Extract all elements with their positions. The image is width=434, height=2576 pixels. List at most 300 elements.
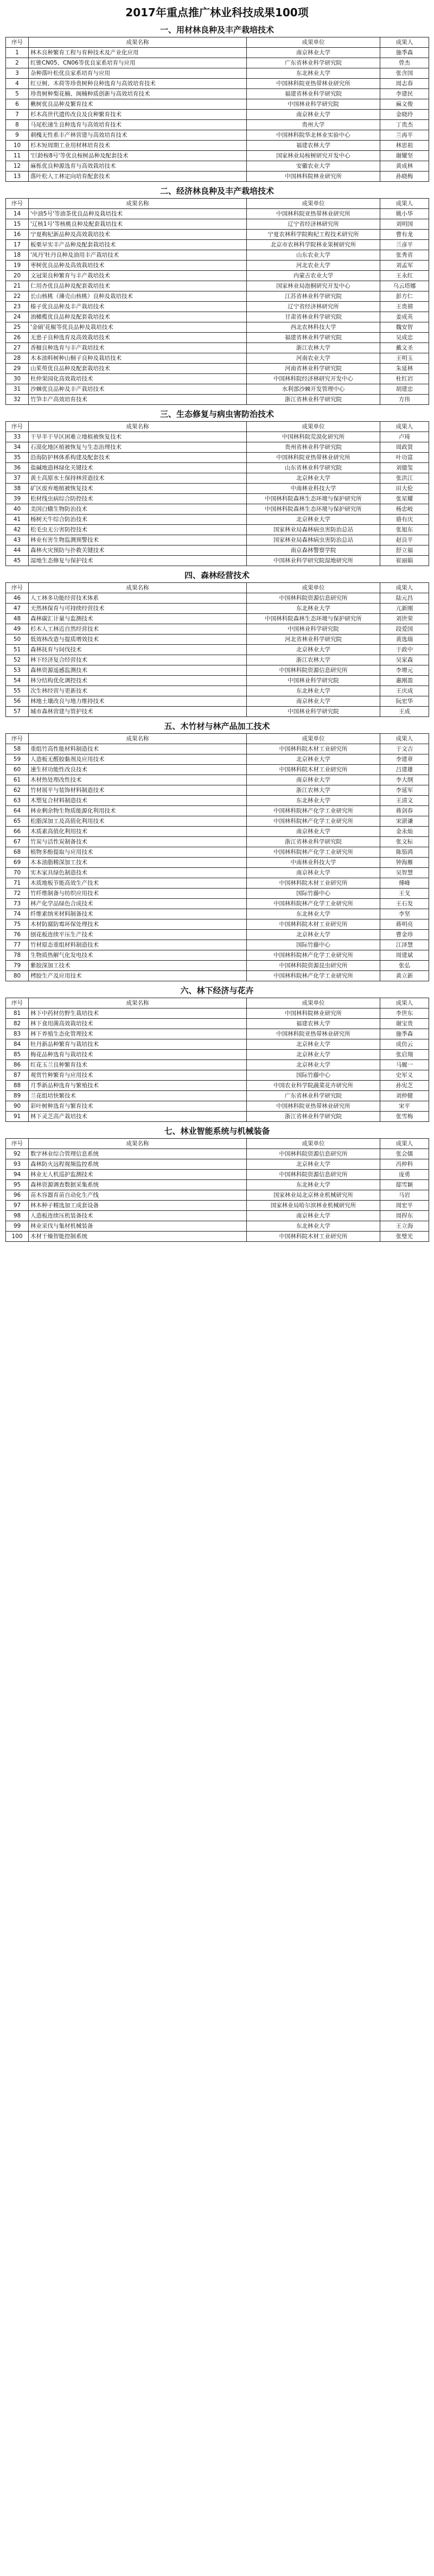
row-number: 90 xyxy=(6,1101,29,1112)
row-number: 99 xyxy=(6,1221,29,1232)
achievement-name: 红豆树、木荷等珍贵树种良种选育与高效培育技术 xyxy=(29,79,247,89)
achievement-name: '巨龄桉8号'等优良桉树品种及配套技术 xyxy=(29,151,247,161)
achievement-unit: 中国林科院木材工业研究所 xyxy=(247,919,380,930)
section-title: 三、生态修复与病虫害防治技术 xyxy=(159,409,274,419)
table-row xyxy=(6,868,429,878)
achievement-person: 李延军 xyxy=(380,785,429,796)
row-number: 65 xyxy=(6,816,29,827)
achievement-name: 次生林经营与更新技术 xyxy=(29,686,247,696)
achievement-unit: 中国林科院木材工业研究所 xyxy=(247,1232,380,1242)
achievement-name: 人造板连续压机装备技术 xyxy=(29,1211,247,1221)
achievement-unit: 北京林业大学 xyxy=(247,1060,380,1070)
achievement-person: 周志春 xyxy=(380,79,429,89)
column-header-name: 成果名称 xyxy=(29,1139,247,1149)
achievement-name: 木材防腐防霉环保处理技术 xyxy=(29,919,247,930)
table-row xyxy=(6,219,429,230)
achievement-unit: 广东省林业科学研究院 xyxy=(247,1091,380,1101)
table-row xyxy=(6,68,429,79)
achievement-unit: 山东农业大学 xyxy=(247,250,380,261)
achievement-person: 王清文 xyxy=(380,796,429,806)
row-number: 49 xyxy=(6,624,29,635)
achievement-unit: 浙江省林业科学研究院 xyxy=(247,1112,380,1122)
achievement-name: 湿地生态修复与保护技术 xyxy=(29,556,247,566)
column-header-no: 序号 xyxy=(6,583,29,593)
achievement-person: 魏安智 xyxy=(380,322,429,333)
table-header-row xyxy=(6,422,429,432)
achievement-name: 楸树优良品种及繁育技术 xyxy=(29,99,247,110)
achievement-person: 陈笳鸿 xyxy=(380,847,429,858)
achievement-name: 牡丹新品种繁育与栽培技术 xyxy=(29,1039,247,1050)
table-row xyxy=(6,604,429,614)
achievement-person: 史军义 xyxy=(380,1070,429,1081)
achievement-person: 吴家森 xyxy=(380,655,429,665)
achievement-person: 田大伦 xyxy=(380,484,429,494)
row-number: 40 xyxy=(6,504,29,515)
achievement-person: 戴文圣 xyxy=(380,343,429,353)
achievement-name: 林地土壤改良与地力维持技术 xyxy=(29,696,247,707)
section-title: 六、林下经济与花卉 xyxy=(180,986,254,995)
table-row xyxy=(6,395,429,405)
achievement-person: 施季森 xyxy=(380,1029,429,1039)
achievement-person: 李大纲 xyxy=(380,775,429,785)
section-title: 五、木竹材与林产品加工技术 xyxy=(164,721,270,731)
table-row xyxy=(6,827,429,837)
achievement-name: 林业采伐与集材机械装备 xyxy=(29,1221,247,1232)
achievement-unit: 福建农林大学 xyxy=(247,141,380,151)
achievement-unit: 广东省林业科学研究院 xyxy=(247,58,380,68)
achievement-name: 麻栎优良种源选育与高效栽培技术 xyxy=(29,161,247,172)
achievement-name: 天然林保育与可持续经营技术 xyxy=(29,604,247,614)
achievement-name: 森林火灾预防与扑救关键技术 xyxy=(29,545,247,556)
table-row xyxy=(6,504,429,515)
achievement-person: 王庆成 xyxy=(380,686,429,696)
table-row xyxy=(6,535,429,545)
table-row xyxy=(6,1149,429,1159)
row-number: 89 xyxy=(6,1091,29,1101)
row-number: 87 xyxy=(6,1070,29,1081)
achievement-name: 红锥CN05、CN06等优良家系培育与应用 xyxy=(29,58,247,68)
achievement-unit: 贵州省林业科学研究院 xyxy=(247,442,380,453)
achievement-name: 彩叶树种选育与繁育技术 xyxy=(29,1101,247,1112)
row-number: 23 xyxy=(6,302,29,312)
achievement-person: 李建民 xyxy=(380,89,429,99)
row-number: 16 xyxy=(6,230,29,240)
achievement-name: 林木良种繁育工程与育种技术及产业化应用 xyxy=(29,48,247,58)
achievement-name: 木塑复合材料制造技术 xyxy=(29,796,247,806)
achievement-unit: 东北林业大学 xyxy=(247,1180,380,1190)
achievement-person: 宋湛谦 xyxy=(380,816,429,827)
achievement-unit: 宁夏农林科学院枸杞工程技术研究所 xyxy=(247,230,380,240)
table-row xyxy=(6,120,429,130)
row-number: 45 xyxy=(6,556,29,566)
row-number: 93 xyxy=(6,1159,29,1170)
row-number: 63 xyxy=(6,796,29,806)
achievement-unit: 国家林业局泡桐研究开发中心 xyxy=(247,281,380,291)
achievement-person: 王成 xyxy=(380,707,429,717)
row-number: 25 xyxy=(6,322,29,333)
achievement-person: 胡建忠 xyxy=(380,384,429,395)
achievement-unit: 中国林科院木材工业研究所 xyxy=(247,878,380,889)
achievement-unit: 南京林业大学 xyxy=(247,827,380,837)
achievement-unit: 中国林科院林业研究所 xyxy=(247,1008,380,1019)
table-row xyxy=(6,1159,429,1170)
achievement-person: 周建斌 xyxy=(380,950,429,961)
achievement-person: 马岩 xyxy=(380,1190,429,1201)
achievement-unit: 河北农业大学 xyxy=(247,261,380,271)
row-number: 42 xyxy=(6,525,29,535)
achievement-person: 张璧光 xyxy=(380,1232,429,1242)
achievement-person: 段爱国 xyxy=(380,624,429,635)
achievement-person: 孙晓梅 xyxy=(380,172,429,182)
row-number: 32 xyxy=(6,395,29,405)
table-row xyxy=(6,353,429,364)
row-number: 18 xyxy=(6,250,29,261)
achievement-person: 舒立福 xyxy=(380,545,429,556)
achievement-name: 沙棘优良品种及丰产栽培技术 xyxy=(29,384,247,395)
column-header-person: 成果人 xyxy=(380,583,429,593)
achievement-unit: 甘肃省林业科学研究院 xyxy=(247,312,380,322)
row-number: 35 xyxy=(6,453,29,463)
achievement-name: 无患子良种选育及高效栽培技术 xyxy=(29,333,247,343)
table-row xyxy=(6,291,429,302)
row-number: 37 xyxy=(6,473,29,484)
achievement-unit: 河南省林业科学研究院 xyxy=(247,364,380,374)
table-row xyxy=(6,1081,429,1091)
column-header-name: 成果名称 xyxy=(29,734,247,744)
row-number: 53 xyxy=(6,665,29,676)
table-row xyxy=(6,785,429,796)
table-row xyxy=(6,676,429,686)
table-row xyxy=(6,484,429,494)
table-row xyxy=(6,453,429,463)
achievement-person: 方伟 xyxy=(380,395,429,405)
achievement-unit: 中国林科院资源昆虫研究所 xyxy=(247,961,380,971)
table-row xyxy=(6,696,429,707)
table-row xyxy=(6,250,429,261)
achievement-unit: 北京林业大学 xyxy=(247,515,380,525)
achievement-unit: 中南林业科技大学 xyxy=(247,858,380,868)
achievement-unit: 北京市农林科学院林业果树研究所 xyxy=(247,240,380,250)
achievement-unit: 中国林科院资源信息研究所 xyxy=(247,593,380,604)
achievements-table xyxy=(5,998,429,1122)
achievement-name: 栲胶生产及应用技术 xyxy=(29,971,247,981)
achievement-person: 李坚 xyxy=(380,909,429,919)
achievement-unit: 福建省林业科学研究院 xyxy=(247,333,380,343)
achievements-table xyxy=(5,37,429,182)
table-row xyxy=(6,99,429,110)
achievement-unit: 北京林业大学 xyxy=(247,473,380,484)
achievement-person: 朱延林 xyxy=(380,364,429,374)
table-row xyxy=(6,79,429,89)
achievement-person: 邸雪颖 xyxy=(380,1180,429,1190)
achievement-name: 城市森林营建与管护技术 xyxy=(29,707,247,717)
achievement-person: 王立海 xyxy=(380,1221,429,1232)
row-number: 76 xyxy=(6,930,29,940)
achievement-name: 文冠果良种繁育与丰产栽培技术 xyxy=(29,271,247,281)
row-number: 74 xyxy=(6,909,29,919)
achievement-person: 吕建雄 xyxy=(380,765,429,775)
table-row xyxy=(6,1050,429,1060)
table-row xyxy=(6,1170,429,1180)
achievement-person: 曾杰 xyxy=(380,58,429,68)
column-header-no: 序号 xyxy=(6,37,29,48)
achievement-name: 沿海防护林体系构建及配套技术 xyxy=(29,453,247,463)
achievement-name: 森林碳汇计量与监测技术 xyxy=(29,614,247,624)
row-number: 77 xyxy=(6,940,29,950)
row-number: 88 xyxy=(6,1081,29,1091)
achievement-person: 张洪江 xyxy=(380,473,429,484)
row-number: 83 xyxy=(6,1029,29,1039)
achievement-unit: 中国林科院经济林研究开发中心 xyxy=(247,374,380,384)
achievement-name: 红花玉兰良种繁育技术 xyxy=(29,1060,247,1070)
table-row xyxy=(6,130,429,141)
table-row xyxy=(6,281,429,291)
row-number: 73 xyxy=(6,899,29,909)
row-number: 34 xyxy=(6,442,29,453)
achievement-name: '金硕'花椒等优良品种及栽培技术 xyxy=(29,322,247,333)
row-number: 7 xyxy=(6,110,29,120)
achievement-unit: 中国林科院林产化学工业研究所 xyxy=(247,847,380,858)
achievement-name: 山茱萸优良品种及配套栽培技术 xyxy=(29,364,247,374)
row-number: 36 xyxy=(6,463,29,473)
achievement-unit: 中国林科院荒漠化研究所 xyxy=(247,432,380,442)
row-number: 79 xyxy=(6,961,29,971)
row-number: 68 xyxy=(6,847,29,858)
column-header-name: 成果名称 xyxy=(29,199,247,209)
achievement-unit: 南京林业大学 xyxy=(247,48,380,58)
table-row xyxy=(6,950,429,961)
column-header-person: 成果人 xyxy=(380,37,429,48)
table-row xyxy=(6,1211,429,1221)
row-number: 44 xyxy=(6,545,29,556)
achievement-unit: 中国林科院亚热带林业研究所 xyxy=(247,1101,380,1112)
row-number: 14 xyxy=(6,209,29,219)
achievement-person: 阮宏华 xyxy=(380,696,429,707)
achievement-name: 林下养殖生态化管理技术 xyxy=(29,1029,247,1039)
column-header-name: 成果名称 xyxy=(29,583,247,593)
achievement-name: 竹纤维制备与纺织应用技术 xyxy=(29,889,247,899)
table-row xyxy=(6,58,429,68)
table-row xyxy=(6,1039,429,1050)
row-number: 15 xyxy=(6,219,29,230)
achievement-name: 松材线虫病综合防控技术 xyxy=(29,494,247,504)
row-number: 96 xyxy=(6,1190,29,1201)
achievement-unit: 国际竹藤中心 xyxy=(247,940,380,950)
column-header-person: 成果人 xyxy=(380,422,429,432)
row-number: 11 xyxy=(6,151,29,161)
achievement-unit: 浙江农林大学 xyxy=(247,343,380,353)
achievement-name: 竹材原态重组材料制造技术 xyxy=(29,940,247,950)
row-number: 64 xyxy=(6,806,29,816)
achievement-person: 王戈 xyxy=(380,889,429,899)
table-header-row xyxy=(6,37,429,48)
table-row xyxy=(6,1101,429,1112)
achievement-name: 竹笋丰产高效培育技术 xyxy=(29,395,247,405)
column-header-unit: 成果单位 xyxy=(247,422,380,432)
achievement-name: 杂种落叶松优良家系培育与应用 xyxy=(29,68,247,79)
table-row xyxy=(6,971,429,981)
table-row xyxy=(6,384,429,395)
achievement-unit: 北京林业大学 xyxy=(247,754,380,765)
achievement-unit: 水利部沙棘开发管理中心 xyxy=(247,384,380,395)
achievement-name: 实木家具绿色制造技术 xyxy=(29,868,247,878)
column-header-person: 成果人 xyxy=(380,199,429,209)
achievement-unit: 中国林科院木材工业研究所 xyxy=(247,744,380,754)
row-number: 29 xyxy=(6,364,29,374)
achievement-unit: 东北林业大学 xyxy=(247,909,380,919)
table-row xyxy=(6,614,429,624)
achievement-person: 孙宪芝 xyxy=(380,1081,429,1091)
table-row xyxy=(6,271,429,281)
achievement-name: 长山核桃（薄壳山核桃）良种及栽培技术 xyxy=(29,291,247,302)
achievement-person: 王石发 xyxy=(380,899,429,909)
achievements-table xyxy=(5,582,429,717)
table-row xyxy=(6,635,429,645)
achievement-person: 周政贤 xyxy=(380,442,429,453)
row-number: 47 xyxy=(6,604,29,614)
table-row xyxy=(6,645,429,655)
table-row xyxy=(6,593,429,604)
table-row xyxy=(6,261,429,271)
achievement-unit: 河南农业大学 xyxy=(247,353,380,364)
achievement-unit: 国家林业局哈尔滨林业机械研究所 xyxy=(247,1201,380,1211)
sections-container xyxy=(5,24,429,1242)
achievement-unit: 中国林科院森林生态环境与保护研究所 xyxy=(247,504,380,515)
achievement-name: 月季新品种选育与繁殖技术 xyxy=(29,1081,247,1091)
table-row xyxy=(6,899,429,909)
table-row xyxy=(6,1180,429,1190)
achievement-person: 崔丽娟 xyxy=(380,556,429,566)
table-row xyxy=(6,240,429,250)
row-number: 9 xyxy=(6,130,29,141)
achievement-person: 张秀省 xyxy=(380,250,429,261)
achievement-unit: 福建农林大学 xyxy=(247,1019,380,1029)
achievement-unit: 国家林业局桉树研究开发中心 xyxy=(247,151,380,161)
achievement-person: 钟海雁 xyxy=(380,858,429,868)
achievement-person: 黄选瑞 xyxy=(380,635,429,645)
achievement-name: 石漠化地区植被恢复与生态治理技术 xyxy=(29,442,247,453)
achievement-person: 张星耀 xyxy=(380,494,429,504)
achievement-name: 林业剩余物生物质能源化利用技术 xyxy=(29,806,247,816)
achievement-unit: 南京林业大学 xyxy=(247,775,380,785)
row-number: 33 xyxy=(6,432,29,442)
achievement-unit: 中国林科院林产化学工业研究所 xyxy=(247,806,380,816)
row-number: 69 xyxy=(6,858,29,868)
column-header-unit: 成果单位 xyxy=(247,998,380,1008)
achievement-name: 林产化学品绿色合成技术 xyxy=(29,899,247,909)
achievement-person: 乌云塔娜 xyxy=(380,281,429,291)
achievement-person: 宋平 xyxy=(380,1101,429,1112)
column-header-unit: 成果单位 xyxy=(247,1139,380,1149)
achievement-name: 马尾松速生良种选育与高效培育技术 xyxy=(29,120,247,130)
achievement-person: 金晓玲 xyxy=(380,110,429,120)
row-number: 54 xyxy=(6,676,29,686)
achievement-person: 骆有庆 xyxy=(380,515,429,525)
achievement-name: 油橄榄优良品种及配套栽培技术 xyxy=(29,312,247,322)
achievement-person: 姜成英 xyxy=(380,312,429,322)
column-header-no: 序号 xyxy=(6,998,29,1008)
table-row xyxy=(6,686,429,696)
table-row xyxy=(6,919,429,930)
achievement-unit: 内蒙古农业大学 xyxy=(247,271,380,281)
table-row xyxy=(6,655,429,665)
row-number: 94 xyxy=(6,1170,29,1180)
row-number: 2 xyxy=(6,58,29,68)
achievement-unit: 辽宁省经济林研究所 xyxy=(247,219,380,230)
table-row xyxy=(6,889,429,899)
achievement-name: 生物质热解气化发电技术 xyxy=(29,950,247,961)
document-page xyxy=(5,0,429,1247)
column-header-name: 成果名称 xyxy=(29,422,247,432)
table-header-row xyxy=(6,734,429,744)
achievement-name: 木本油脂精深加工技术 xyxy=(29,858,247,868)
row-number: 31 xyxy=(6,384,29,395)
column-header-no: 序号 xyxy=(6,199,29,209)
achievement-name: '辽核1号'等核桃良种及配套栽培技术 xyxy=(29,219,247,230)
achievement-unit: 国际竹藤中心 xyxy=(247,889,380,899)
row-number: 75 xyxy=(6,919,29,930)
achievement-name: 林下灵芝高产栽培技术 xyxy=(29,1112,247,1122)
row-number: 82 xyxy=(6,1019,29,1029)
achievement-name: 林下食用菌高效栽培技术 xyxy=(29,1019,247,1029)
achievement-unit: 中国林科院森林生态环境与保护研究所 xyxy=(247,494,380,504)
achievement-unit: 中国林业科学研究院湿地研究所 xyxy=(247,556,380,566)
table-row xyxy=(6,312,429,322)
achievement-unit: 西北农林科技大学 xyxy=(247,322,380,333)
achievement-unit: 北京林业大学 xyxy=(247,1039,380,1050)
row-number: 41 xyxy=(6,515,29,525)
table-row xyxy=(6,556,429,566)
achievement-unit: 南京林业大学 xyxy=(247,868,380,878)
achievement-name: 杉木短周期工业用材林培育技术 xyxy=(29,141,247,151)
achievement-person: 谢耀坚 xyxy=(380,151,429,161)
table-row xyxy=(6,744,429,754)
table-row xyxy=(6,775,429,785)
row-number: 51 xyxy=(6,645,29,655)
achievement-name: 杉木高世代遗传改良及良种繁育技术 xyxy=(29,110,247,120)
table-row xyxy=(6,1019,429,1029)
row-number: 4 xyxy=(6,79,29,89)
achievement-person: 李建章 xyxy=(380,754,429,765)
section-title: 七、林业智能系统与机械装备 xyxy=(164,1126,270,1136)
column-header-person: 成果人 xyxy=(380,734,429,744)
achievement-person: 王永红 xyxy=(380,271,429,281)
achievement-person: 丁贵杰 xyxy=(380,120,429,130)
table-row xyxy=(6,909,429,919)
achievement-unit: 中国林业科学研究院 xyxy=(247,676,380,686)
achievement-name: 森林防火远程视频监控系统 xyxy=(29,1159,247,1170)
achievement-person: 施季森 xyxy=(380,48,429,58)
table-row xyxy=(6,1060,429,1070)
column-header-no: 序号 xyxy=(6,422,29,432)
column-header-unit: 成果单位 xyxy=(247,37,380,48)
achievement-unit: 浙江省林业科学研究院 xyxy=(247,837,380,847)
column-header-unit: 成果单位 xyxy=(247,583,380,593)
achievement-unit: 中国林科院森林生态环境与保护研究所 xyxy=(247,614,380,624)
achievement-unit: 中国林科院资源信息研究所 xyxy=(247,1149,380,1159)
achievement-name: 木质素高值化利用技术 xyxy=(29,827,247,837)
row-number: 17 xyxy=(6,240,29,250)
table-row xyxy=(6,343,429,353)
table-row xyxy=(6,707,429,717)
achievement-person: 谢宝贵 xyxy=(380,1019,429,1029)
table-row xyxy=(6,322,429,333)
column-header-name: 成果名称 xyxy=(29,998,247,1008)
row-number: 59 xyxy=(6,754,29,765)
achievement-name: 宁夏枸杞新品种及高效栽培技术 xyxy=(29,230,247,240)
achievement-name: 林分结构优化调控技术 xyxy=(29,676,247,686)
achievement-person: 亢新刚 xyxy=(380,604,429,614)
